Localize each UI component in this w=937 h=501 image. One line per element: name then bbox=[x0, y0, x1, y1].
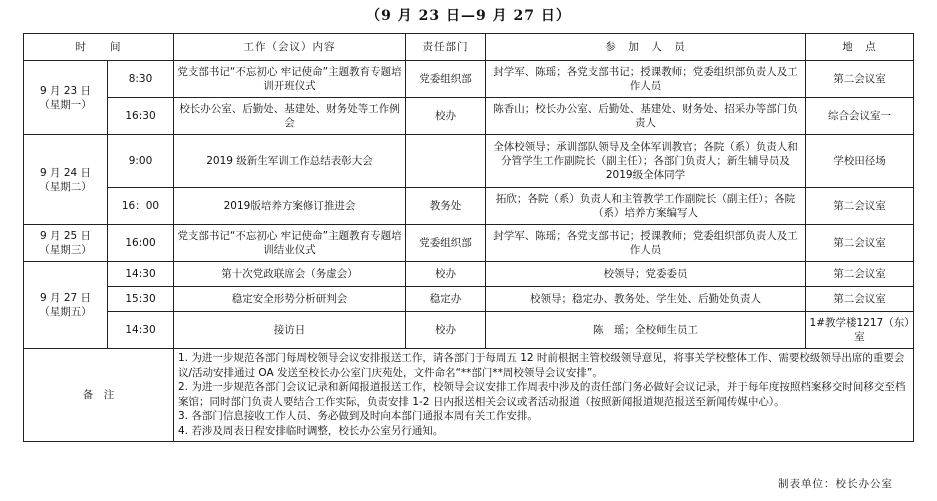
notes-row bbox=[24, 349, 914, 442]
event-content: 第十次党政联席会（务虚会） bbox=[174, 262, 406, 287]
event-time: 9:00 bbox=[108, 135, 174, 188]
table-row bbox=[24, 262, 914, 287]
event-content: 校长办公室、后勤处、基建处、财务处等工作例会 bbox=[174, 98, 406, 135]
table-row bbox=[24, 188, 914, 225]
schedule-table bbox=[23, 33, 914, 442]
event-participants: 校领导；稳定办、教务处、学生处、后勤处负责人 bbox=[486, 287, 806, 312]
table-row bbox=[24, 287, 914, 312]
table-header-row bbox=[24, 34, 914, 61]
day-date: 9 月 25 日 bbox=[39, 230, 92, 242]
event-dept bbox=[406, 135, 486, 188]
header-time: 时 间 bbox=[24, 34, 174, 61]
day-date: 9 月 23 日 bbox=[39, 84, 92, 97]
event-location: 1#教学楼1217（东）室 bbox=[806, 312, 914, 349]
table-row bbox=[24, 312, 914, 349]
event-participants: 陈 瑶；全校师生员工 bbox=[486, 312, 806, 349]
day-date: 9 月 27 日 bbox=[39, 292, 92, 304]
event-content: 2019版培养方案修订推进会 bbox=[174, 188, 406, 225]
table-footer-unit: 制表单位：校长办公室 bbox=[778, 478, 893, 490]
day-cell bbox=[24, 225, 108, 262]
schedule-title: （9 月 23 日—9 月 27 日） bbox=[366, 8, 571, 24]
event-content: 稳定安全形势分析研判会 bbox=[174, 287, 406, 312]
event-participants: 封学军、陈瑶；各党支部书记；授课教师；党委组织部负责人及工作人员 bbox=[486, 61, 806, 98]
event-location: 综合会议室一 bbox=[806, 98, 914, 135]
notes-label: 备 注 bbox=[24, 349, 174, 442]
event-dept: 党委组织部 bbox=[406, 61, 486, 98]
day-date: 9 月 24 日 bbox=[39, 166, 92, 179]
notes-content bbox=[174, 349, 914, 442]
event-participants: 封学军、陈瑶；各党支部书记；授课教师；党委组织部负责人及工作人员 bbox=[486, 225, 806, 262]
event-time: 15:30 bbox=[108, 287, 174, 312]
event-content: 接访日 bbox=[174, 312, 406, 349]
event-content: 2019 级新生军训工作总结表彰大会 bbox=[174, 135, 406, 188]
event-location: 第二会议室 bbox=[806, 225, 914, 262]
event-participants: 陈香山；校长办公室、后勤处、基建处、财务处、招采办等部门负责人 bbox=[486, 98, 806, 135]
day-weekday: （星期五） bbox=[39, 306, 92, 318]
note-item: 2. 为进一步规范各部门会议记录和新闻报道报送工作，校领导会议安排工作周表中涉及的责任部门务必做好会议记录，并于每年度按照档案移交时间移交至档案馆；同时部门负责人要结合工作实际，负责安排 1-2 日内报送相关会议或者活动报道（按照新闻报道规范报送至新闻传媒中心）。 bbox=[178, 381, 906, 408]
event-location: 第二会议室 bbox=[806, 188, 914, 225]
event-dept: 稳定办 bbox=[406, 287, 486, 312]
event-time: 16：00 bbox=[108, 188, 174, 225]
day-cell bbox=[24, 262, 108, 349]
event-time: 14:30 bbox=[108, 262, 174, 287]
day-cell bbox=[24, 135, 108, 225]
day-weekday: （星期二） bbox=[39, 180, 92, 193]
table-row bbox=[24, 61, 914, 98]
event-dept: 校办 bbox=[406, 98, 486, 135]
header-content: 工作（会议）内容 bbox=[174, 34, 406, 61]
header-location: 地 点 bbox=[806, 34, 914, 61]
table-row bbox=[24, 98, 914, 135]
day-weekday: （星期三） bbox=[39, 244, 92, 256]
event-time: 16:30 bbox=[108, 98, 174, 135]
event-location: 第二会议室 bbox=[806, 262, 914, 287]
event-content: 党支部书记“不忘初心 牢记使命”主题教育专题培训结业仪式 bbox=[174, 225, 406, 262]
event-location: 第二会议室 bbox=[806, 287, 914, 312]
event-time: 8:30 bbox=[108, 61, 174, 98]
note-item: 3. 各部门信息接收工作人员、务必做到及时向本部门通报本周有关工作安排。 bbox=[178, 410, 538, 423]
table-row bbox=[24, 225, 914, 262]
event-location: 学校田径场 bbox=[806, 135, 914, 188]
note-item: 1. 为进一步规范各部门每周校领导会议安排报送工作，请各部门于每周五 12 时前根据主管校级领导意见，将事关学校整体工作、需要校级领导出席的重要会议/活动安排通过 OA 发送至校长办公室门庆苑处，文件命名“**部门**周校领导会议安排”。 bbox=[178, 352, 905, 379]
event-dept: 校办 bbox=[406, 262, 486, 287]
event-participants: 校领导；党委委员 bbox=[486, 262, 806, 287]
event-location: 第二会议室 bbox=[806, 61, 914, 98]
event-participants: 全体校领导；承训部队领导及全体军训教官；各院（系）负责人和分管学生工作副院长（副主任）；各部门负责人；新生辅导员及2019级全体同学 bbox=[486, 135, 806, 188]
event-time: 16:00 bbox=[108, 225, 174, 262]
event-time: 14:30 bbox=[108, 312, 174, 349]
event-content: 党支部书记“不忘初心 牢记使命”主题教育专题培训开班仪式 bbox=[174, 61, 406, 98]
event-participants: 拓欣；各院（系）负责人和主管教学工作副院长（副主任）；各院（系）培养方案编写人 bbox=[486, 188, 806, 225]
event-dept: 校办 bbox=[406, 312, 486, 349]
note-item: 4. 若涉及周表日程安排临时调整，校长办公室另行通知。 bbox=[178, 424, 444, 437]
event-dept: 党委组织部 bbox=[406, 225, 486, 262]
header-participants: 参 加 人 员 bbox=[486, 34, 806, 61]
day-cell bbox=[24, 61, 108, 135]
event-dept: 教务处 bbox=[406, 188, 486, 225]
table-row bbox=[24, 135, 914, 188]
day-weekday: （星期一） bbox=[39, 98, 92, 111]
header-dept: 责任部门 bbox=[406, 34, 486, 61]
